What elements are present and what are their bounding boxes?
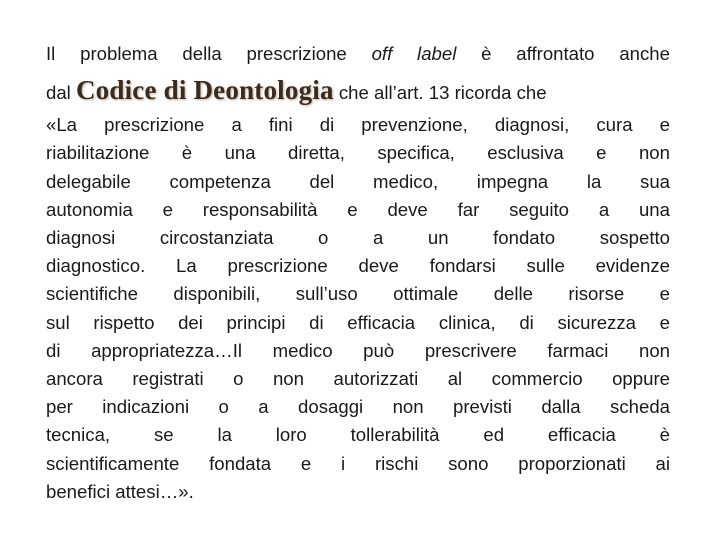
intro-line-2-before: dal bbox=[46, 82, 76, 104]
text-block bbox=[46, 40, 670, 506]
quote-line: diagnosi circostanziata o a un fondato sospetto bbox=[46, 227, 670, 249]
quote-line: di appropriatezza…Il medico può prescrivere farmaci non bbox=[46, 339, 670, 361]
intro-line-1-after: è affrontato anche bbox=[456, 43, 670, 64]
intro-line-1-before: Il problema della prescrizione bbox=[46, 43, 372, 64]
quote-line: scientificamente fondata e i rischi sono proporzionati ai bbox=[46, 452, 670, 474]
quote-last-line: benefici attesi…». bbox=[46, 480, 194, 502]
intro-line-2-after: che all’art. 13 ricorda che bbox=[333, 82, 547, 104]
quote-line: ancora registrati o non autorizzati al commercio oppure bbox=[46, 368, 670, 390]
quote-line: sul rispetto dei principi di efficacia clinica, di sicurezza e bbox=[46, 311, 670, 333]
codice-deontologia-emphasis: Codice di Deontologia bbox=[75, 75, 334, 106]
quote-line: autonomia e responsabilità e deve far seguito a una bbox=[46, 198, 670, 220]
quote-line: diagnostico. La prescrizione deve fondarsi sulle evidenze bbox=[46, 255, 670, 277]
quote-line: «La prescrizione a fini di prevenzione, diagnosi, cura e bbox=[46, 114, 670, 136]
quote-line: scientifiche disponibili, sull’uso ottimale delle risorse e bbox=[46, 283, 670, 305]
quote-line: delegabile competenza del medico, impegna la sua bbox=[46, 170, 670, 192]
intro-line-1 bbox=[46, 40, 670, 68]
off-label-term: off label bbox=[371, 43, 457, 64]
quote-line: per indicazioni o a dosaggi non previsti dalla scheda bbox=[46, 396, 670, 418]
intro-line-2 bbox=[46, 72, 670, 111]
quote-line: riabilitazione è una diretta, specifica, esclusiva e non bbox=[46, 142, 670, 164]
quote-line: tecnica, se la loro tollerabilità ed efficacia è bbox=[46, 424, 670, 446]
